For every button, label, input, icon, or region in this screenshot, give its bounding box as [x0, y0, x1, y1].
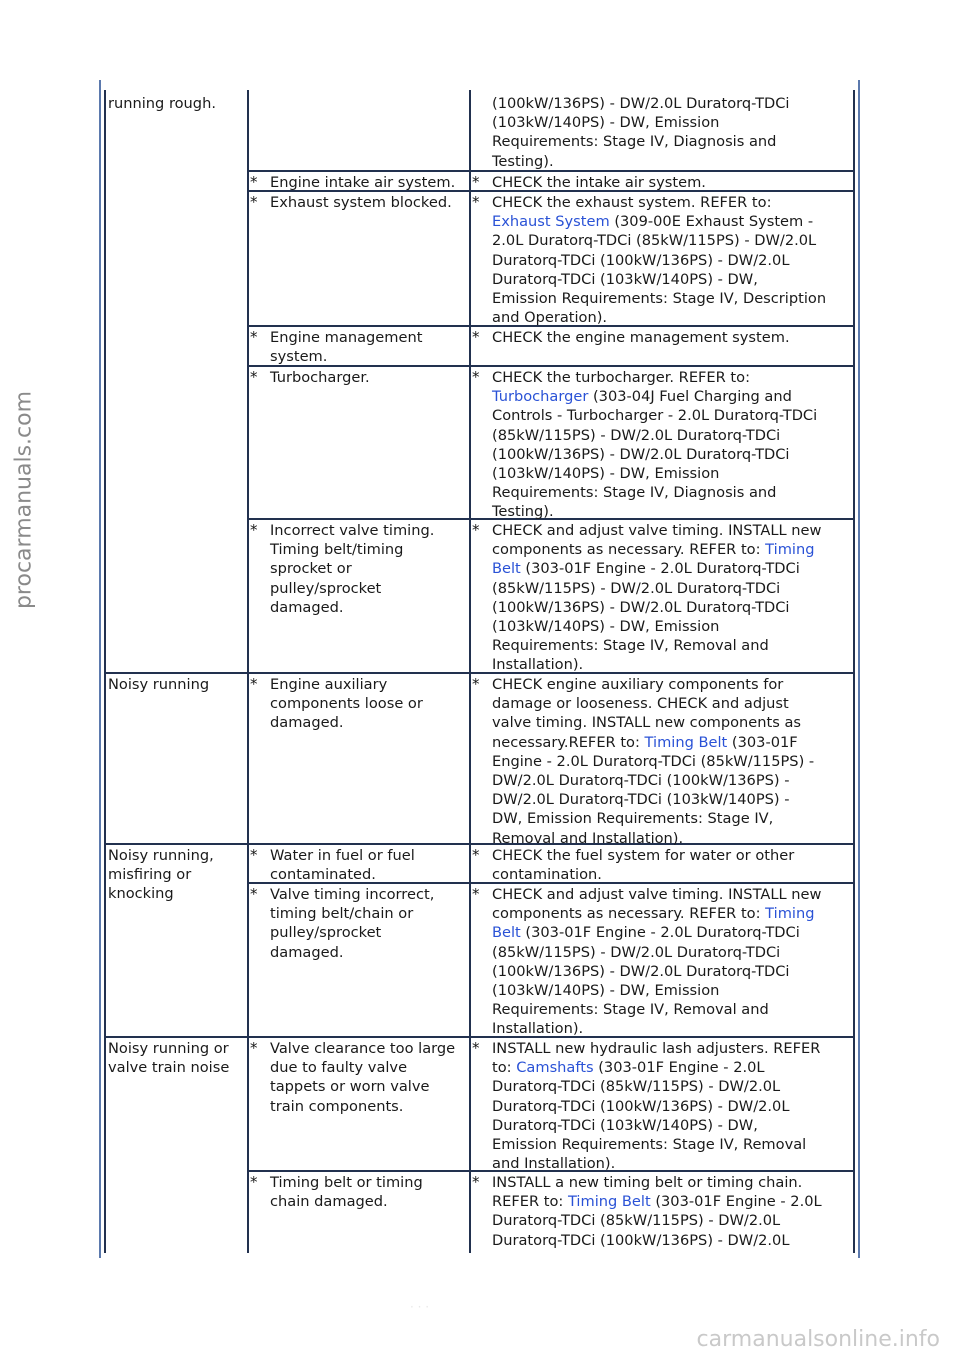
cause-cell	[250, 328, 422, 366]
cause-text: pulley/sprocket	[270, 579, 382, 597]
cause-text: timing belt/chain or	[270, 905, 414, 923]
action-text: Requirements: Stage IV, Diagnosis and	[492, 484, 777, 502]
action-text: Duratorq-TDCi (100kW/136PS) - DW/2.0L	[492, 1231, 790, 1249]
action-line	[492, 464, 817, 483]
action-line	[492, 1231, 822, 1250]
action-line	[492, 733, 814, 752]
action-line	[492, 636, 821, 655]
action-line	[492, 829, 814, 848]
bullet-icon: *	[472, 1173, 480, 1191]
action-text: Duratorq-TDCi (103kW/140PS) - DW,	[492, 270, 758, 288]
action-line	[492, 809, 814, 828]
reference-link[interactable]: Belt	[492, 924, 521, 942]
action-line	[492, 617, 821, 636]
bullet-icon: *	[250, 1173, 258, 1191]
symptom-cell	[108, 675, 209, 694]
action-text: Duratorq-TDCi (85kW/115PS) - DW/2.0L	[492, 1078, 781, 1096]
action-line	[492, 1192, 822, 1211]
action-line	[492, 713, 814, 732]
action-line	[492, 193, 826, 212]
action-text: DW/2.0L Duratorq-TDCi (100kW/136PS) -	[492, 772, 790, 790]
reference-link[interactable]: Timing Belt	[644, 733, 728, 751]
action-text: (103kW/140PS) - DW, Emission	[492, 114, 720, 132]
action-line	[492, 113, 789, 132]
symptom-text: Noisy running	[108, 676, 210, 693]
action-line	[492, 426, 817, 445]
bullet-icon: *	[250, 368, 258, 386]
action-text: Emission Requirements: Stage IV, Description	[492, 290, 827, 308]
action-cell	[472, 885, 821, 1039]
action-text: INSTALL new hydraulic lash adjusters. REFER	[492, 1040, 821, 1057]
reference-link[interactable]: Camshafts	[516, 1059, 594, 1077]
bullet-icon: *	[250, 885, 258, 903]
action-text: CHECK and adjust valve timing. INSTALL new	[492, 886, 822, 903]
action-line	[492, 1039, 820, 1058]
bullet-icon: *	[472, 846, 480, 864]
cause-text: Turbocharger.	[270, 369, 370, 386]
cause-text: Engine management	[270, 329, 423, 346]
action-text: DW, Emission Requirements: Stage IV,	[492, 810, 774, 828]
action-text: (303-01F Engine - 2.0L	[650, 1193, 822, 1211]
action-line	[492, 132, 789, 151]
action-text: 2.0L Duratorq-TDCi (85kW/115PS) - DW/2.0L	[492, 232, 817, 250]
action-line	[492, 846, 794, 865]
bullet-icon: *	[250, 193, 258, 211]
action-text: Duratorq-TDCi (85kW/115PS) - DW/2.0L	[492, 1212, 781, 1230]
action-line	[492, 675, 814, 694]
action-line	[492, 521, 821, 540]
symptom-text: knocking	[108, 885, 174, 903]
reference-link[interactable]: Exhaust System	[492, 213, 610, 231]
action-line	[492, 962, 821, 981]
cause-text: tappets or worn valve	[270, 1078, 430, 1096]
cause-cell	[250, 173, 455, 192]
symptom-cell	[108, 94, 216, 113]
cause-text: Engine auxiliary	[270, 676, 388, 693]
bottom-watermark: carmanualsonline.info	[696, 1327, 940, 1352]
action-line	[492, 212, 826, 231]
action-line	[492, 231, 826, 250]
action-line	[492, 387, 817, 406]
cause-text: contaminated.	[270, 866, 376, 884]
action-line	[492, 865, 794, 884]
cause-text: Timing belt/timing	[270, 541, 404, 559]
action-line	[492, 598, 821, 617]
bullet-icon: *	[250, 328, 258, 346]
action-text: Installation).	[492, 656, 584, 674]
action-text: REFER to:	[492, 1193, 568, 1211]
cause-text: Incorrect valve timing.	[270, 522, 435, 539]
action-text: (100kW/136PS) - DW/2.0L Duratorq-TDCi	[492, 95, 790, 112]
cause-cell	[250, 885, 434, 962]
action-line	[492, 923, 821, 942]
action-line	[492, 502, 817, 521]
cause-cell	[250, 1039, 455, 1116]
cause-text: damaged.	[270, 598, 344, 616]
action-text: (303-04J Fuel Charging and	[588, 388, 792, 406]
bullet-icon: *	[472, 193, 480, 211]
action-text: damage or looseness. CHECK and adjust	[492, 695, 789, 713]
action-line	[492, 368, 817, 387]
action-cell	[472, 368, 817, 522]
cause-text: system.	[270, 348, 328, 366]
cause-cell	[250, 193, 452, 212]
action-text: (303-01F	[727, 733, 798, 751]
action-text: (303-01F Engine - 2.0L	[593, 1059, 765, 1077]
action-line	[492, 406, 817, 425]
action-line	[492, 1097, 820, 1116]
cause-cell	[250, 675, 423, 733]
action-text: components as necessary. REFER to:	[492, 905, 766, 923]
action-text: (85kW/115PS) - DW/2.0L Duratorq-TDCi	[492, 943, 781, 961]
action-line	[492, 579, 821, 598]
cause-cell	[250, 846, 415, 884]
action-text: Engine - 2.0L Duratorq-TDCi (85kW/115PS) -	[492, 752, 815, 770]
cause-text: Water in fuel or fuel	[270, 847, 415, 864]
bullet-icon: *	[472, 1039, 480, 1057]
action-text: (303-01F Engine - 2.0L Duratorq-TDCi	[520, 924, 800, 942]
action-line	[492, 752, 814, 771]
action-text: components as necessary. REFER to:	[492, 541, 766, 559]
page-frame-left-outer	[99, 80, 101, 1258]
action-line	[492, 173, 706, 192]
reference-link[interactable]: Timing	[765, 905, 815, 923]
action-text: DW/2.0L Duratorq-TDCi (103kW/140PS) -	[492, 791, 790, 809]
page-frame-right-outer	[858, 80, 860, 1258]
action-text: contamination.	[492, 866, 602, 884]
action-text: Duratorq-TDCi (100kW/136PS) - DW/2.0L	[492, 251, 790, 269]
action-text: (303-01F Engine - 2.0L Duratorq-TDCi	[520, 560, 800, 578]
action-text: valve timing. INSTALL new components as	[492, 714, 802, 732]
action-text: CHECK the turbocharger. REFER to:	[492, 369, 750, 386]
action-text: Requirements: Stage IV, Removal and	[492, 637, 769, 655]
action-text: Removal and Installation).	[492, 829, 684, 847]
symptom-text: running rough.	[108, 95, 216, 112]
action-line	[492, 483, 817, 502]
action-line	[492, 289, 826, 308]
action-line	[492, 152, 789, 171]
action-line	[492, 1135, 820, 1154]
action-text: (100kW/136PS) - DW/2.0L Duratorq-TDCi	[492, 445, 790, 463]
action-line	[492, 251, 826, 270]
bullet-icon: *	[250, 521, 258, 539]
cause-text: Valve timing incorrect,	[270, 886, 435, 903]
bullet-icon: *	[250, 173, 258, 191]
action-cell	[472, 846, 794, 884]
action-text: and Operation).	[492, 309, 608, 327]
action-cell	[472, 94, 789, 171]
symptom-text: misfiring or	[108, 866, 192, 884]
action-cell	[472, 193, 826, 327]
action-line	[492, 94, 789, 113]
symptom-cell	[108, 1039, 229, 1077]
action-line	[492, 885, 821, 904]
reference-link[interactable]: Timing	[765, 541, 815, 559]
cause-text: pulley/sprocket	[270, 924, 382, 942]
action-cell	[472, 1173, 822, 1250]
action-line	[492, 1116, 820, 1135]
action-text: (103kW/140PS) - DW, Emission	[492, 618, 720, 636]
bullet-icon: *	[250, 1039, 258, 1057]
bullet-icon: *	[472, 521, 480, 539]
action-line	[492, 1173, 822, 1192]
action-text: CHECK engine auxiliary components for	[492, 676, 784, 693]
action-line	[492, 1211, 822, 1230]
cause-text: due to faulty valve	[270, 1059, 408, 1077]
bullet-icon: *	[472, 328, 480, 346]
symptom-text: Noisy running or	[108, 1040, 229, 1057]
action-text: Duratorq-TDCi (100kW/136PS) - DW/2.0L	[492, 1097, 790, 1115]
reference-link[interactable]: Belt	[492, 560, 521, 578]
action-text: (100kW/136PS) - DW/2.0L Duratorq-TDCi	[492, 598, 790, 616]
action-text: to:	[492, 1059, 517, 1077]
cause-text: damaged.	[270, 714, 344, 732]
action-line	[492, 445, 817, 464]
action-text: CHECK the exhaust system. REFER to:	[492, 194, 772, 211]
action-text: necessary.REFER to:	[492, 733, 645, 751]
side-watermark: procarmanuals.com	[11, 390, 37, 610]
action-cell	[472, 521, 821, 675]
action-cell	[472, 1039, 820, 1173]
action-text: Requirements: Stage IV, Diagnosis and	[492, 133, 777, 151]
action-cell	[472, 173, 706, 192]
action-line	[492, 1077, 820, 1096]
action-line	[492, 270, 826, 289]
action-text: CHECK the fuel system for water or other	[492, 847, 795, 864]
reference-link[interactable]: Timing Belt	[567, 1193, 651, 1211]
action-text: (103kW/140PS) - DW, Emission	[492, 982, 720, 1000]
action-line	[492, 308, 826, 327]
cause-text: components loose or	[270, 695, 423, 713]
action-line	[492, 655, 821, 674]
cause-text: Valve clearance too large	[270, 1040, 456, 1057]
cause-text: Timing belt or timing	[270, 1174, 423, 1191]
bullet-icon: *	[472, 675, 480, 693]
cause-text: chain damaged.	[270, 1193, 388, 1211]
action-text: (309-00E Exhaust System -	[609, 213, 814, 231]
action-text: Testing).	[492, 503, 554, 521]
action-line	[492, 981, 821, 1000]
action-text: Controls - Turbocharger - 2.0L Duratorq-TDCi	[492, 407, 818, 425]
action-line	[492, 694, 814, 713]
action-text: Installation).	[492, 1020, 584, 1038]
action-text: (85kW/115PS) - DW/2.0L Duratorq-TDCi	[492, 426, 781, 444]
cause-cell	[250, 521, 434, 617]
action-cell	[472, 328, 790, 347]
action-line	[492, 1058, 820, 1077]
action-text: Testing).	[492, 152, 554, 170]
action-text: CHECK the intake air system.	[492, 174, 706, 191]
action-line	[492, 540, 821, 559]
action-line	[492, 559, 821, 578]
cause-text: Exhaust system blocked.	[270, 194, 452, 211]
bullet-icon: *	[250, 846, 258, 864]
action-line	[492, 1019, 821, 1038]
cause-text: train components.	[270, 1097, 404, 1115]
reference-link[interactable]: Turbocharger	[492, 388, 589, 406]
action-text: CHECK and adjust valve timing. INSTALL new	[492, 522, 822, 539]
cause-text: damaged.	[270, 943, 344, 961]
action-text: (103kW/140PS) - DW, Emission	[492, 465, 720, 483]
action-line	[492, 1154, 820, 1173]
action-line	[492, 328, 790, 347]
symptom-cell	[108, 846, 214, 904]
page-number: · · ·	[410, 1300, 430, 1314]
bullet-icon: *	[472, 885, 480, 903]
cause-cell	[250, 368, 370, 387]
action-text: Requirements: Stage IV, Removal and	[492, 1001, 769, 1019]
action-text: (100kW/136PS) - DW/2.0L Duratorq-TDCi	[492, 962, 790, 980]
action-text: and Installation).	[492, 1155, 616, 1173]
action-line	[492, 790, 814, 809]
bullet-icon: *	[250, 675, 258, 693]
symptom-text: valve train noise	[108, 1059, 230, 1077]
action-line	[492, 771, 814, 790]
bullet-icon: *	[472, 173, 480, 191]
action-text: Duratorq-TDCi (103kW/140PS) - DW,	[492, 1116, 758, 1134]
action-text: INSTALL a new timing belt or timing chain.	[492, 1174, 803, 1191]
action-text: (85kW/115PS) - DW/2.0L Duratorq-TDCi	[492, 579, 781, 597]
action-text: Emission Requirements: Stage IV, Removal	[492, 1136, 807, 1154]
action-line	[492, 904, 821, 923]
cause-text: Engine intake air system.	[270, 174, 456, 191]
action-line	[492, 1000, 821, 1019]
bullet-icon: *	[472, 368, 480, 386]
cause-cell	[250, 1173, 423, 1211]
action-text: CHECK the engine management system.	[492, 329, 790, 346]
cause-text: sprocket or	[270, 560, 352, 578]
action-cell	[472, 675, 814, 848]
symptom-text: Noisy running,	[108, 847, 214, 864]
action-line	[492, 943, 821, 962]
